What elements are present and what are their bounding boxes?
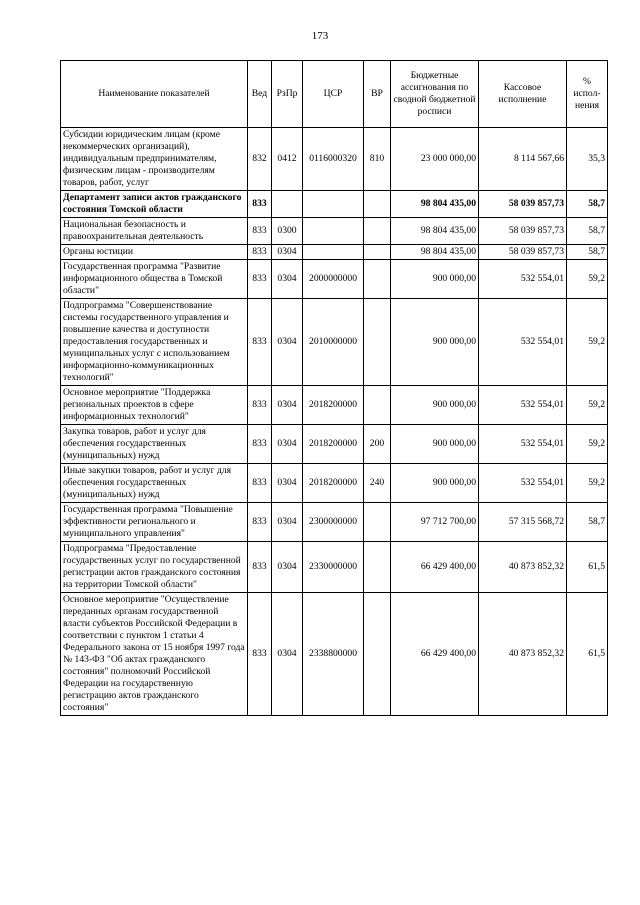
table-cell-ved: 833 (248, 464, 272, 503)
table-cell-name: Иные закупки товаров, работ и услуг для обеспечения государственных (муниципальных) нужд (61, 464, 248, 503)
table-cell-vr (364, 260, 391, 299)
table-header-row (61, 61, 608, 128)
header-percent: % испол-нения (567, 61, 608, 128)
header-cash: Кассовое исполнение (479, 61, 567, 128)
table-cell-name: Подпрограмма "Предоставление государственных услуг по государственной регистрации актов гражданского состояния на территории Томской области" (61, 542, 248, 593)
table-cell-cash: 532 554,01 (479, 386, 567, 425)
table-cell-ved: 833 (248, 542, 272, 593)
table-cell-budget: 900 000,00 (391, 464, 479, 503)
table-row (61, 299, 608, 386)
header-csr: ЦСР (303, 61, 364, 128)
table-cell-budget: 98 804 435,00 (391, 245, 479, 260)
table-cell-percent: 58,7 (567, 191, 608, 218)
table-cell-rzpr (272, 191, 303, 218)
table-cell-percent: 58,7 (567, 218, 608, 245)
table-cell-percent: 59,2 (567, 299, 608, 386)
table-row (61, 260, 608, 299)
table-cell-percent: 59,2 (567, 386, 608, 425)
table-cell-cash: 532 554,01 (479, 425, 567, 464)
budget-table (60, 60, 608, 716)
table-cell-name: Основное мероприятие "Осуществление переданных органам государственной власти субъектов Российской Федерации в соответствии с пунктом 1 статьи 4 Федерального закона от 15 ноября 1997 года № 143-ФЗ "Об актах гражданского состояния" полномочий Российской Федерации на государственную регистрацию актов гражданского состояния" (61, 593, 248, 716)
table-row (61, 464, 608, 503)
header-rzpr: РзПр (272, 61, 303, 128)
table-cell-percent: 35,3 (567, 128, 608, 191)
table-cell-name: Закупка товаров, работ и услуг для обеспечения государственных (муниципальных) нужд (61, 425, 248, 464)
table-cell-rzpr: 0300 (272, 218, 303, 245)
table-cell-ved: 832 (248, 128, 272, 191)
table-cell-cash: 58 039 857,73 (479, 218, 567, 245)
table-cell-ved: 833 (248, 593, 272, 716)
table-cell-percent: 59,2 (567, 425, 608, 464)
table-cell-csr: 2018200000 (303, 425, 364, 464)
table-cell-budget: 900 000,00 (391, 299, 479, 386)
table-cell-name: Органы юстиции (61, 245, 248, 260)
table-cell-rzpr: 0304 (272, 593, 303, 716)
table-cell-csr: 2338800000 (303, 593, 364, 716)
table-cell-budget: 97 712 700,00 (391, 503, 479, 542)
table-cell-percent: 59,2 (567, 464, 608, 503)
table-cell-cash: 532 554,01 (479, 260, 567, 299)
table-cell-vr (364, 191, 391, 218)
table-cell-csr: 2300000000 (303, 503, 364, 542)
table-cell-cash: 40 873 852,32 (479, 542, 567, 593)
table-cell-cash: 57 315 568,72 (479, 503, 567, 542)
table-cell-vr (364, 503, 391, 542)
table-cell-percent: 61,5 (567, 542, 608, 593)
header-vr: ВР (364, 61, 391, 128)
table-row (61, 191, 608, 218)
table-cell-name: Государственная программа "Развитие информационного общества в Томской области" (61, 260, 248, 299)
table-cell-rzpr: 0304 (272, 299, 303, 386)
table-cell-vr (364, 542, 391, 593)
table-cell-rzpr: 0304 (272, 542, 303, 593)
table-cell-name: Департамент записи актов гражданского состояния Томской области (61, 191, 248, 218)
table-cell-csr: 2018200000 (303, 464, 364, 503)
table-cell-vr: 240 (364, 464, 391, 503)
table-cell-cash: 8 114 567,66 (479, 128, 567, 191)
table-cell-rzpr: 0304 (272, 503, 303, 542)
table-cell-ved: 833 (248, 191, 272, 218)
table-cell-cash: 532 554,01 (479, 464, 567, 503)
table-cell-ved: 833 (248, 260, 272, 299)
table-cell-name: Основное мероприятие "Поддержка региональных проектов в сфере информационных технологий" (61, 386, 248, 425)
table-cell-name: Подпрограмма "Совершенствование системы государственного управления и повышение качества и доступности предоставления государственных и муниципальных услуг с использованием информационно-коммуникационных технологий" (61, 299, 248, 386)
table-cell-csr: 2000000000 (303, 260, 364, 299)
table-row (61, 593, 608, 716)
table-cell-budget: 66 429 400,00 (391, 542, 479, 593)
table-cell-ved: 833 (248, 425, 272, 464)
table-cell-vr (364, 299, 391, 386)
table-cell-rzpr: 0304 (272, 245, 303, 260)
table-cell-budget: 23 000 000,00 (391, 128, 479, 191)
table-cell-cash: 40 873 852,32 (479, 593, 567, 716)
table-cell-ved: 833 (248, 245, 272, 260)
table-cell-csr (303, 245, 364, 260)
table-cell-percent: 61,5 (567, 593, 608, 716)
table-cell-budget: 66 429 400,00 (391, 593, 479, 716)
table-cell-vr: 200 (364, 425, 391, 464)
header-ved: Вед (248, 61, 272, 128)
table-cell-budget: 900 000,00 (391, 425, 479, 464)
table-row (61, 128, 608, 191)
table-cell-rzpr: 0304 (272, 464, 303, 503)
table-cell-csr: 2010000000 (303, 299, 364, 386)
table-row (61, 425, 608, 464)
table-row (61, 218, 608, 245)
table-row (61, 386, 608, 425)
table-cell-csr: 2018200000 (303, 386, 364, 425)
table-cell-rzpr: 0304 (272, 260, 303, 299)
table-cell-rzpr: 0304 (272, 386, 303, 425)
table-cell-csr: 0116000320 (303, 128, 364, 191)
table-cell-vr (364, 245, 391, 260)
table-cell-budget: 900 000,00 (391, 386, 479, 425)
table-cell-rzpr: 0412 (272, 128, 303, 191)
table-cell-csr: 2330000000 (303, 542, 364, 593)
table-cell-csr (303, 191, 364, 218)
table-cell-ved: 833 (248, 218, 272, 245)
table-row (61, 542, 608, 593)
table-cell-cash: 532 554,01 (479, 299, 567, 386)
table-cell-vr: 810 (364, 128, 391, 191)
table-cell-cash: 58 039 857,73 (479, 245, 567, 260)
table-cell-vr (364, 218, 391, 245)
header-name: Наименование показателей (61, 61, 248, 128)
table-cell-cash: 58 039 857,73 (479, 191, 567, 218)
table-cell-vr (364, 593, 391, 716)
table-cell-percent: 59,2 (567, 260, 608, 299)
header-budget: Бюджетные ассигнования по сводной бюджетной росписи (391, 61, 479, 128)
table-cell-budget: 98 804 435,00 (391, 191, 479, 218)
table-cell-percent: 58,7 (567, 503, 608, 542)
table-row (61, 503, 608, 542)
table-row (61, 245, 608, 260)
table-cell-ved: 833 (248, 386, 272, 425)
table-cell-percent: 58,7 (567, 245, 608, 260)
table-cell-rzpr: 0304 (272, 425, 303, 464)
table-cell-name: Национальная безопасность и правоохранительная деятельность (61, 218, 248, 245)
page-number: 173 (311, 30, 329, 42)
table-cell-name: Субсидии юридическим лицам (кроме некоммерческих организаций), индивидуальным предпринимателям, физическим лицам - производителям товаров, работ, услуг (61, 128, 248, 191)
table-cell-budget: 98 804 435,00 (391, 218, 479, 245)
table-cell-vr (364, 386, 391, 425)
table-cell-name: Государственная программа "Повышение эффективности регионального и муниципального управления" (61, 503, 248, 542)
table-cell-ved: 833 (248, 503, 272, 542)
table-cell-budget: 900 000,00 (391, 260, 479, 299)
table-cell-ved: 833 (248, 299, 272, 386)
table-cell-csr (303, 218, 364, 245)
